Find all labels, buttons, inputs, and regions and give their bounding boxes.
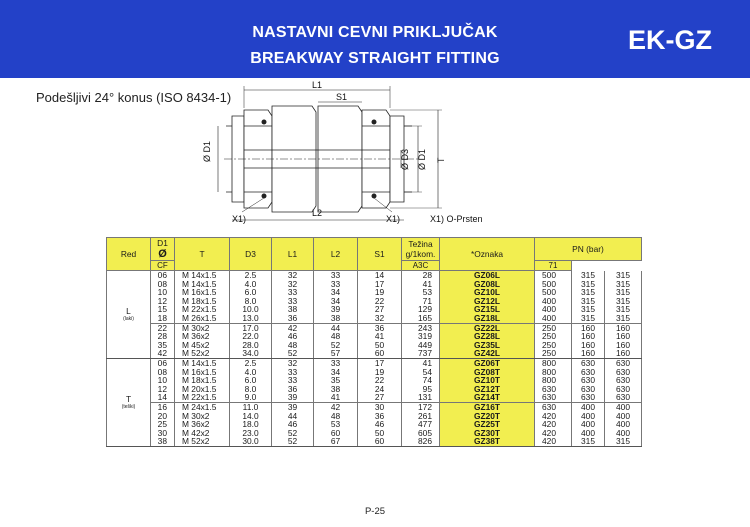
cell-d1: 25 xyxy=(151,420,175,429)
cell-a3c: 630 xyxy=(572,376,605,385)
cell-l2: 48 xyxy=(314,412,358,421)
cell-cf: 420 xyxy=(535,437,572,446)
cell-cf: 250 xyxy=(535,332,572,341)
cell-l2: 34 xyxy=(314,368,358,377)
cell-cf: 400 xyxy=(535,297,572,306)
section-letter: L xyxy=(126,306,131,317)
cell-weight: 74 xyxy=(402,376,440,385)
cell-d1: 20 xyxy=(151,412,175,421)
label-d1-right: Ø D1 xyxy=(417,148,427,170)
cell-code: GZ10T xyxy=(440,376,535,385)
section-sublabel: (teški) xyxy=(121,404,136,411)
cell-cf: 800 xyxy=(535,376,572,385)
label-l1: L1 xyxy=(312,80,323,90)
cell-weight: 319 xyxy=(402,332,440,341)
cell-t: M 22x1.5 xyxy=(175,393,230,402)
cell-d1: 35 xyxy=(151,341,175,350)
cell-t: M 36x2 xyxy=(175,332,230,341)
cell-d1: 18 xyxy=(151,314,175,323)
cell-s1: 41 xyxy=(358,332,402,341)
cell-p71: 630 xyxy=(605,368,642,377)
cell-code: GZ25T xyxy=(440,420,535,429)
cell-weight: 41 xyxy=(402,280,440,289)
spec-table xyxy=(106,237,642,447)
cell-l1: 39 xyxy=(272,402,314,411)
page-number: P-25 xyxy=(364,506,386,517)
cell-cf: 420 xyxy=(535,429,572,438)
label-x1-right: X1) xyxy=(386,214,401,224)
cell-p71: 400 xyxy=(605,429,642,438)
cell-d3: 8.0 xyxy=(230,385,272,394)
cell-s1: 50 xyxy=(358,341,402,350)
cell-s1: 27 xyxy=(358,305,402,314)
cell-d1: 38 xyxy=(151,437,175,446)
cell-d1: 42 xyxy=(151,349,175,358)
cell-a3c: 160 xyxy=(572,341,605,350)
cell-p71: 315 xyxy=(605,437,642,446)
cell-d1: 12 xyxy=(151,385,175,394)
section-letter: T xyxy=(125,394,132,405)
cell-l1: 32 xyxy=(272,280,314,289)
cell-l2: 34 xyxy=(314,297,358,306)
cell-s1: 24 xyxy=(358,385,402,394)
cell-weight: 71 xyxy=(402,297,440,306)
cell-code: GZ08T xyxy=(440,368,535,377)
cell-cf: 400 xyxy=(535,314,572,323)
cell-cf: 420 xyxy=(535,420,572,429)
cell-l2: 52 xyxy=(314,341,358,350)
label-l2: L2 xyxy=(312,208,323,218)
cell-p71: 160 xyxy=(605,323,642,332)
cell-l2: 33 xyxy=(314,280,358,289)
cell-code: GZ30T xyxy=(440,429,535,438)
fitting-drawing xyxy=(202,80,534,230)
header-d3: D3 xyxy=(230,238,272,271)
cell-l1: 33 xyxy=(272,368,314,377)
cell-code: GZ08L xyxy=(440,280,535,289)
cell-p71: 160 xyxy=(605,349,642,358)
cell-d3: 17.0 xyxy=(230,323,272,332)
cell-l2: 67 xyxy=(314,437,358,446)
cell-p71: 315 xyxy=(605,297,642,306)
cell-a3c: 315 xyxy=(572,305,605,314)
cell-d1: 06 xyxy=(151,358,175,367)
cell-cf: 800 xyxy=(535,368,572,377)
cell-weight: 165 xyxy=(402,314,440,323)
cell-weight: 737 xyxy=(402,349,440,358)
cell-l2: 33 xyxy=(314,271,358,280)
cell-l1: 39 xyxy=(272,393,314,402)
cell-t: M 36x2 xyxy=(175,420,230,429)
cell-t: M 14x1.5 xyxy=(175,358,230,367)
cell-weight: 172 xyxy=(402,402,440,411)
cell-p71: 315 xyxy=(605,271,642,280)
cell-p71: 315 xyxy=(605,288,642,297)
label-d1-left: Ø D1 xyxy=(202,140,212,162)
cell-code: GZ10L xyxy=(440,288,535,297)
cell-a3c: 400 xyxy=(572,429,605,438)
header-s1: S1 xyxy=(358,238,402,271)
cell-l2: 57 xyxy=(314,349,358,358)
cell-t: M 30x2 xyxy=(175,323,230,332)
cell-code: GZ06T xyxy=(440,358,535,367)
cell-l1: 44 xyxy=(272,412,314,421)
cell-l1: 33 xyxy=(272,376,314,385)
cell-l1: 36 xyxy=(272,314,314,323)
cell-d3: 11.0 xyxy=(230,402,272,411)
cell-p71: 400 xyxy=(605,412,642,421)
cell-p71: 400 xyxy=(605,402,642,411)
cell-a3c: 630 xyxy=(572,393,605,402)
cell-a3c: 315 xyxy=(572,437,605,446)
cell-l1: 52 xyxy=(272,437,314,446)
cell-d3: 13.0 xyxy=(230,314,272,323)
cell-d3: 18.0 xyxy=(230,420,272,429)
cell-l2: 42 xyxy=(314,402,358,411)
cell-weight: 477 xyxy=(402,420,440,429)
cell-d3: 34.0 xyxy=(230,349,272,358)
cell-s1: 30 xyxy=(358,402,402,411)
cell-s1: 60 xyxy=(358,349,402,358)
cell-t: M 42x2 xyxy=(175,429,230,438)
header-row-1 xyxy=(107,238,642,261)
label-s1: S1 xyxy=(336,92,348,102)
cell-t: M 30x2 xyxy=(175,412,230,421)
header-pn: PN (bar) xyxy=(535,238,642,261)
cell-d1: 08 xyxy=(151,368,175,377)
cell-s1: 36 xyxy=(358,412,402,421)
label-d3: Ø D3 xyxy=(400,148,410,170)
cell-cf: 500 xyxy=(535,288,572,297)
cell-weight: 261 xyxy=(402,412,440,421)
cell-d3: 4.0 xyxy=(230,368,272,377)
cell-l2: 39 xyxy=(314,305,358,314)
cell-d3: 23.0 xyxy=(230,429,272,438)
cell-d1: 15 xyxy=(151,305,175,314)
cell-a3c: 315 xyxy=(572,271,605,280)
cell-weight: 28 xyxy=(402,271,440,280)
cell-a3c: 400 xyxy=(572,420,605,429)
cell-l2: 38 xyxy=(314,385,358,394)
cell-d3: 10.0 xyxy=(230,305,272,314)
cell-d1: 06 xyxy=(151,271,175,280)
cell-a3c: 400 xyxy=(572,402,605,411)
section-label xyxy=(107,271,151,359)
cell-cf: 400 xyxy=(535,305,572,314)
header-71: 71 xyxy=(535,261,572,271)
header-l2: L2 xyxy=(314,238,358,271)
cell-cf: 250 xyxy=(535,341,572,350)
header-d1-phi: Ø xyxy=(158,248,167,260)
cell-p71: 160 xyxy=(605,341,642,350)
cell-weight: 53 xyxy=(402,288,440,297)
cell-l2: 60 xyxy=(314,429,358,438)
cell-t: M 14x1.5 xyxy=(175,271,230,280)
cell-weight: 131 xyxy=(402,393,440,402)
product-code: EK-GZ xyxy=(628,25,712,55)
cell-d3: 22.0 xyxy=(230,332,272,341)
cell-cf: 800 xyxy=(535,358,572,367)
cell-d3: 6.0 xyxy=(230,288,272,297)
cell-l2: 53 xyxy=(314,420,358,429)
cell-a3c: 315 xyxy=(572,297,605,306)
cell-d3: 30.0 xyxy=(230,437,272,446)
cell-p71: 630 xyxy=(605,376,642,385)
cell-a3c: 630 xyxy=(572,368,605,377)
page-header xyxy=(0,0,750,78)
cell-weight: 129 xyxy=(402,305,440,314)
cell-l2: 35 xyxy=(314,376,358,385)
header-red: Red xyxy=(107,238,151,271)
cell-s1: 22 xyxy=(358,297,402,306)
cell-cf: 630 xyxy=(535,393,572,402)
cell-s1: 22 xyxy=(358,376,402,385)
cell-code: GZ12T xyxy=(440,385,535,394)
cell-p71: 315 xyxy=(605,314,642,323)
title-line-1: NASTAVNI CEVNI PRIKLJUČAK xyxy=(252,24,498,41)
cell-l1: 33 xyxy=(272,288,314,297)
cell-d3: 6.0 xyxy=(230,376,272,385)
cell-p71: 160 xyxy=(605,332,642,341)
section-label xyxy=(107,358,151,446)
cell-d1: 14 xyxy=(151,393,175,402)
cell-cf: 420 xyxy=(535,412,572,421)
header-d1: D1 Ø xyxy=(151,238,175,261)
cell-code: GZ06L xyxy=(440,271,535,280)
cell-s1: 19 xyxy=(358,288,402,297)
cell-t: M 52x2 xyxy=(175,349,230,358)
cell-cf: 630 xyxy=(535,385,572,394)
cell-d1: 08 xyxy=(151,280,175,289)
cell-t: M 18x1.5 xyxy=(175,297,230,306)
cell-p71: 315 xyxy=(605,280,642,289)
header-titles xyxy=(150,20,600,72)
cell-t: M 16x1.5 xyxy=(175,288,230,297)
cell-code: GZ22L xyxy=(440,323,535,332)
cell-l1: 48 xyxy=(272,341,314,350)
cell-cf: 500 xyxy=(535,271,572,280)
cell-l2: 41 xyxy=(314,393,358,402)
header-a3c: A3C xyxy=(402,261,440,271)
cell-a3c: 630 xyxy=(572,358,605,367)
cell-l1: 46 xyxy=(272,420,314,429)
cell-t: M 18x1.5 xyxy=(175,376,230,385)
cell-d1: 10 xyxy=(151,376,175,385)
cell-s1: 46 xyxy=(358,420,402,429)
header-tezina: Težina g/1kom. xyxy=(402,238,440,261)
table-row xyxy=(107,314,642,323)
label-t: T xyxy=(436,157,446,163)
label-x1-left: X1) xyxy=(232,214,247,224)
subtitle: Podešljivi 24° konus (ISO 8434-1) xyxy=(36,90,232,105)
cell-cf: 630 xyxy=(535,402,572,411)
cell-l2: 34 xyxy=(314,288,358,297)
cell-t: M 52x2 xyxy=(175,437,230,446)
cell-l1: 52 xyxy=(272,429,314,438)
cell-code: GZ35L xyxy=(440,341,535,350)
header-oznaka: *Oznaka xyxy=(440,238,535,271)
cell-d1: 28 xyxy=(151,332,175,341)
cell-code: GZ28L xyxy=(440,332,535,341)
cell-d3: 8.0 xyxy=(230,297,272,306)
cell-d1: 12 xyxy=(151,297,175,306)
spec-table-body xyxy=(107,271,642,447)
cell-s1: 17 xyxy=(358,280,402,289)
cell-code: GZ20T xyxy=(440,412,535,421)
cell-p71: 630 xyxy=(605,358,642,367)
table-row xyxy=(107,437,642,446)
cell-weight: 243 xyxy=(402,323,440,332)
cell-code: GZ16T xyxy=(440,402,535,411)
header-cf: CF xyxy=(151,261,175,271)
cell-p71: 315 xyxy=(605,305,642,314)
cell-cf: 250 xyxy=(535,349,572,358)
cell-d1: 22 xyxy=(151,323,175,332)
header-l1: L1 xyxy=(272,238,314,271)
cell-t: M 20x1.5 xyxy=(175,385,230,394)
cell-s1: 36 xyxy=(358,323,402,332)
cell-p71: 400 xyxy=(605,420,642,429)
title-line-2: BREAKWAY STRAIGHT FITTING xyxy=(250,50,500,67)
cell-code: GZ42L xyxy=(440,349,535,358)
cell-d3: 28.0 xyxy=(230,341,272,350)
cell-l1: 38 xyxy=(272,305,314,314)
cell-l1: 36 xyxy=(272,385,314,394)
cell-s1: 27 xyxy=(358,393,402,402)
cell-cf: 500 xyxy=(535,280,572,289)
cell-cf: 250 xyxy=(535,323,572,332)
cell-s1: 60 xyxy=(358,437,402,446)
cell-weight: 449 xyxy=(402,341,440,350)
cell-a3c: 315 xyxy=(572,288,605,297)
cell-t: M 45x2 xyxy=(175,341,230,350)
cell-s1: 32 xyxy=(358,314,402,323)
cell-p71: 630 xyxy=(605,385,642,394)
cell-l1: 42 xyxy=(272,323,314,332)
cell-s1: 50 xyxy=(358,429,402,438)
cell-a3c: 160 xyxy=(572,349,605,358)
label-o-ring-note: X1) O-Prsten xyxy=(430,214,483,224)
cell-weight: 605 xyxy=(402,429,440,438)
cell-l2: 33 xyxy=(314,358,358,367)
cell-d3: 9.0 xyxy=(230,393,272,402)
cell-t: M 24x1.5 xyxy=(175,402,230,411)
cell-l1: 33 xyxy=(272,297,314,306)
cell-code: GZ18L xyxy=(440,314,535,323)
cell-l1: 46 xyxy=(272,332,314,341)
cell-a3c: 630 xyxy=(572,385,605,394)
cell-t: M 16x1.5 xyxy=(175,368,230,377)
cell-a3c: 160 xyxy=(572,323,605,332)
section-sublabel: (laki) xyxy=(123,316,134,323)
cell-l2: 48 xyxy=(314,332,358,341)
cell-d1: 10 xyxy=(151,288,175,297)
cell-code: GZ14T xyxy=(440,393,535,402)
cell-d3: 14.0 xyxy=(230,412,272,421)
cell-a3c: 315 xyxy=(572,314,605,323)
cell-d3: 4.0 xyxy=(230,280,272,289)
cell-code: GZ38T xyxy=(440,437,535,446)
cell-weight: 41 xyxy=(402,358,440,367)
cell-weight: 95 xyxy=(402,385,440,394)
cell-l1: 32 xyxy=(272,358,314,367)
cell-d1: 16 xyxy=(151,402,175,411)
cell-weight: 826 xyxy=(402,437,440,446)
cell-s1: 19 xyxy=(358,368,402,377)
cell-a3c: 160 xyxy=(572,332,605,341)
cell-l2: 38 xyxy=(314,314,358,323)
cell-weight: 54 xyxy=(402,368,440,377)
cell-s1: 14 xyxy=(358,271,402,280)
cell-d3: 2.5 xyxy=(230,358,272,367)
cell-s1: 17 xyxy=(358,358,402,367)
cell-code: GZ12L xyxy=(440,297,535,306)
header-t: T xyxy=(175,238,230,271)
cell-a3c: 400 xyxy=(572,412,605,421)
cell-code: GZ15L xyxy=(440,305,535,314)
cell-d3: 2.5 xyxy=(230,271,272,280)
cell-t: M 14x1.5 xyxy=(175,280,230,289)
cell-d1: 30 xyxy=(151,429,175,438)
cell-t: M 22x1.5 xyxy=(175,305,230,314)
cell-l1: 32 xyxy=(272,271,314,280)
cell-l1: 52 xyxy=(272,349,314,358)
header-tezina-unit: g/1kom. xyxy=(405,249,436,259)
cell-a3c: 315 xyxy=(572,280,605,289)
cell-l2: 44 xyxy=(314,323,358,332)
cell-t: M 26x1.5 xyxy=(175,314,230,323)
cell-p71: 630 xyxy=(605,393,642,402)
